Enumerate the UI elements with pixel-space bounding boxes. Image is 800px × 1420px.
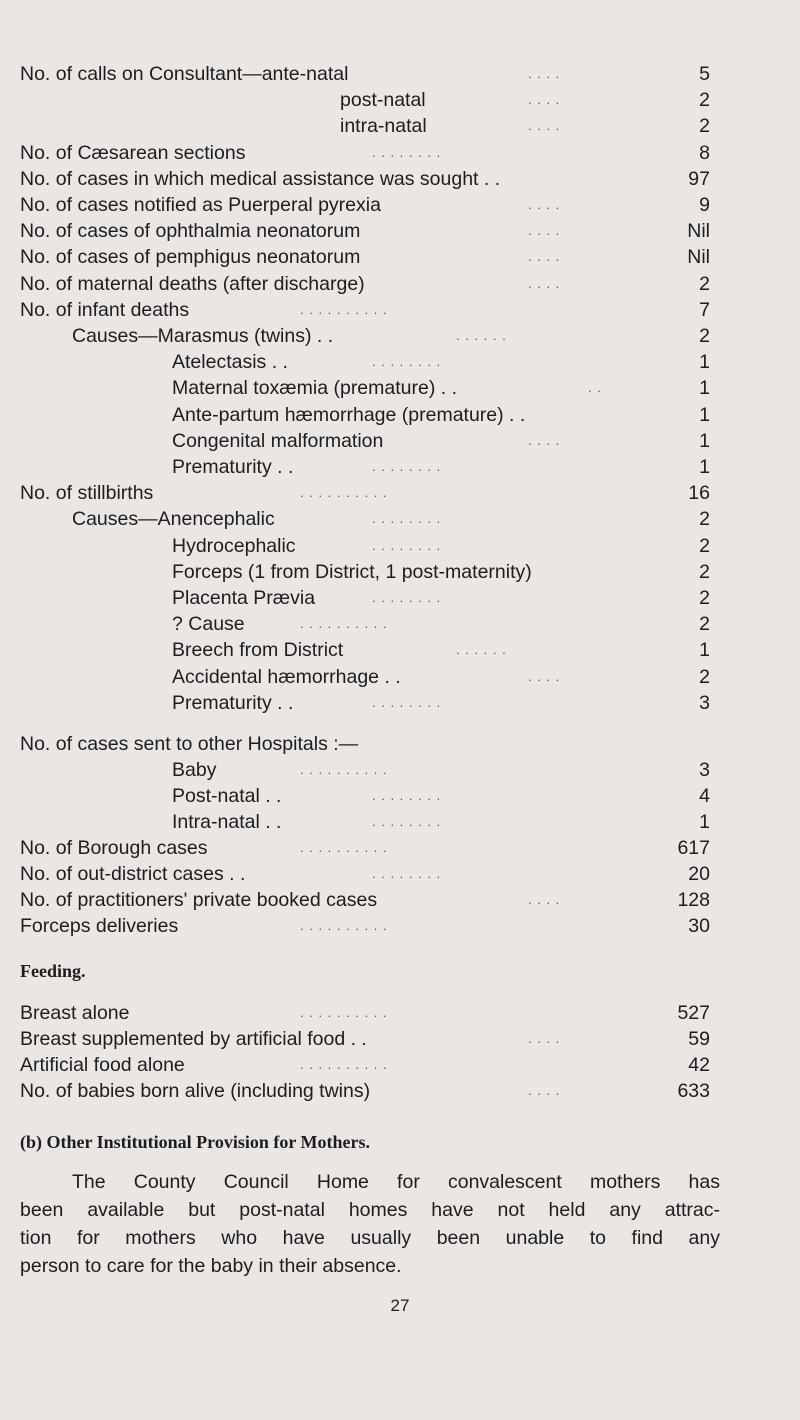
row-label: No. of practitioners' private booked cases <box>20 889 378 911</box>
row-label: No. of stillbirths <box>20 482 154 504</box>
paragraph-line: been available but post-natal homes have not held any attrac- <box>20 1199 720 1221</box>
row-label: No. of cases notified as Puerperal pyrexia <box>20 194 381 216</box>
row-value: Nil <box>687 246 710 268</box>
row-label: Baby <box>172 759 217 781</box>
row-label: Causes—Anencephalic <box>72 508 275 530</box>
row-value: 2 <box>699 666 710 688</box>
leader-dots: . . . . <box>528 66 561 81</box>
row-label: Artificial food alone <box>20 1054 185 1076</box>
row-cause-ante-partum <box>0 403 800 427</box>
row-label: Atelectasis . . <box>172 351 288 373</box>
leader-dots: . . . . . . . . <box>372 866 442 881</box>
row-pemphigus-neonatorum <box>0 245 800 269</box>
row-label: Placenta Prævia <box>172 587 316 609</box>
row-cause-hydrocephalic <box>0 534 800 558</box>
leader-dots: . . . . . . . . . . <box>300 302 388 317</box>
row-stillbirths <box>0 481 800 505</box>
row-value: 527 <box>677 1002 710 1024</box>
row-value: Nil <box>687 220 710 242</box>
row-medical-assistance <box>0 167 800 191</box>
row-label: post-natal <box>340 89 426 111</box>
row-value: 617 <box>677 837 710 859</box>
paragraph-line: person to care for the baby in their absence. <box>20 1255 402 1277</box>
row-value: 2 <box>699 115 710 137</box>
row-value: 128 <box>677 889 710 911</box>
leader-dots: . . . . <box>528 197 561 212</box>
feeding-heading: Feeding. <box>20 961 86 981</box>
leader-dots: . . . . . . <box>456 642 507 657</box>
row-label: No. of cases of ophthalmia neonatorum <box>20 220 361 242</box>
row-infant-deaths <box>0 298 800 322</box>
row-label: Forceps deliveries <box>20 915 179 937</box>
page-number: 27 <box>390 1296 410 1315</box>
row-value: 633 <box>677 1080 710 1102</box>
row-value: 9 <box>699 194 710 216</box>
row-label: No. of cases in which medical assistance was sought . . <box>20 168 501 190</box>
row-value: 4 <box>699 785 710 807</box>
row-calls-ante-natal <box>0 62 800 86</box>
row-cause-marasmus <box>0 324 800 348</box>
leader-dots: . . . . . . . . . . <box>300 1057 388 1072</box>
row-cause-forceps <box>0 560 800 584</box>
row-puerperal-pyrexia <box>0 193 800 217</box>
leader-dots: . . . . . . . . <box>372 459 442 474</box>
row-value: 3 <box>699 759 710 781</box>
row-label: Congenital malformation <box>172 430 384 452</box>
row-value: 97 <box>688 168 710 190</box>
leader-dots: . . . . . . . . <box>372 590 442 605</box>
row-value: 1 <box>699 811 710 833</box>
row-label: No. of calls on Consultant—ante-natal <box>20 63 349 85</box>
row-label: Accidental hæmorrhage . . <box>172 666 401 688</box>
row-value: 42 <box>688 1054 710 1076</box>
row-ophthalmia-neonatorum <box>0 219 800 243</box>
leader-dots: . . . . . . . . <box>372 538 442 553</box>
row-label: No. of infant deaths <box>20 299 190 321</box>
leader-dots: . . . . <box>528 249 561 264</box>
row-value: 30 <box>688 915 710 937</box>
row-label: No. of Cæsarean sections <box>20 142 246 164</box>
row-label: No. of babies born alive (including twins) <box>20 1080 371 1102</box>
row-label: Maternal toxæmia (premature) . . <box>172 377 458 399</box>
row-label: Forceps (1 from District, 1 post-maternity) <box>172 561 532 583</box>
row-label: Ante-partum hæmorrhage (premature) . . <box>172 404 526 426</box>
row-label: Post-natal . . <box>172 785 282 807</box>
row-caesarean-sections <box>0 141 800 165</box>
row-label: No. of cases sent to other Hospitals :— <box>20 733 359 755</box>
row-label: No. of out-district cases . . <box>20 863 246 885</box>
row-out-district-cases <box>0 862 800 886</box>
leader-dots: . . . . . . . . . . <box>300 840 388 855</box>
leader-dots: . . . . <box>528 892 561 907</box>
row-value: 1 <box>699 351 710 373</box>
row-value: 2 <box>699 535 710 557</box>
leader-dots: . . . . <box>528 118 561 133</box>
row-cause-breech <box>0 638 800 662</box>
row-value: 1 <box>699 456 710 478</box>
row-value: 1 <box>699 639 710 661</box>
row-label: Causes—Marasmus (twins) . . <box>72 325 334 347</box>
leader-dots: . . . . . . . . . . <box>300 616 388 631</box>
row-value: 3 <box>699 692 710 714</box>
row-label: Breast supplemented by artificial food . . <box>20 1028 367 1050</box>
row-value: 1 <box>699 404 710 426</box>
row-breast-supplemented <box>0 1027 800 1051</box>
leader-dots: . . . . <box>528 92 561 107</box>
row-value: 2 <box>699 561 710 583</box>
leader-dots: . . . . . . . . <box>372 695 442 710</box>
row-label: Intra-natal . . <box>172 811 282 833</box>
row-label: Hydrocephalic <box>172 535 296 557</box>
row-label: Breech from District <box>172 639 344 661</box>
row-cause-anencephalic <box>0 507 800 531</box>
row-value: 7 <box>699 299 710 321</box>
row-cause-prematurity <box>0 455 800 479</box>
row-value: 16 <box>688 482 710 504</box>
row-hospital-baby <box>0 758 800 782</box>
row-value: 59 <box>688 1028 710 1050</box>
leader-dots: . . . . . . <box>456 328 507 343</box>
row-label: intra-natal <box>340 115 427 137</box>
leader-dots: . . . . . . . . . . <box>300 762 388 777</box>
row-label: Prematurity . . <box>172 692 294 714</box>
row-sent-other-hospitals <box>0 732 800 756</box>
paragraph-line: tion for mothers who have usually been unable to find any <box>20 1227 720 1249</box>
leader-dots: . . . . <box>528 1083 561 1098</box>
leader-dots: . . . . . . . . <box>372 511 442 526</box>
row-hospital-intra-natal <box>0 810 800 834</box>
leader-dots: . . . . . . . . <box>372 814 442 829</box>
row-value: 8 <box>699 142 710 164</box>
leader-dots: . . . . . . . . <box>372 145 442 160</box>
row-cause-congenital <box>0 429 800 453</box>
leader-dots: . . . . . . . . <box>372 788 442 803</box>
leader-dots: . . . . <box>528 669 561 684</box>
row-label: Breast alone <box>20 1002 130 1024</box>
row-label: ? Cause <box>172 613 245 635</box>
leader-dots: . . <box>588 380 602 395</box>
leader-dots: . . . . . . . . . . <box>300 485 388 500</box>
row-value: 5 <box>699 63 710 85</box>
row-babies-born-alive <box>0 1079 800 1103</box>
row-value: 2 <box>699 89 710 111</box>
row-artificial-food-alone <box>0 1053 800 1077</box>
row-value: 1 <box>699 430 710 452</box>
row-value: 2 <box>699 587 710 609</box>
row-label: Prematurity . . <box>172 456 294 478</box>
paragraph-line: The County Council Home for convalescent mothers has <box>72 1171 720 1193</box>
leader-dots: . . . . . . . . . . <box>300 1005 388 1020</box>
row-cause-unknown <box>0 612 800 636</box>
leader-dots: . . . . . . . . <box>372 354 442 369</box>
row-private-booked-cases <box>0 888 800 912</box>
row-value: 2 <box>699 325 710 347</box>
row-label: No. of Borough cases <box>20 837 208 859</box>
row-value: 2 <box>699 273 710 295</box>
row-maternal-deaths <box>0 272 800 296</box>
row-value: 2 <box>699 613 710 635</box>
row-cause-accidental-haemorrhage <box>0 665 800 689</box>
row-forceps-deliveries <box>0 914 800 938</box>
row-value: 2 <box>699 508 710 530</box>
section-b-heading: (b) Other Institutional Provision for Mothers. <box>20 1132 370 1152</box>
leader-dots: . . . . . . . . . . <box>300 918 388 933</box>
leader-dots: . . . . <box>528 433 561 448</box>
row-value: 1 <box>699 377 710 399</box>
row-hospital-post-natal <box>0 784 800 808</box>
row-cause-prematurity-stillbirth <box>0 691 800 715</box>
leader-dots: . . . . <box>528 276 561 291</box>
row-label: No. of cases of pemphigus neonatorum <box>20 246 361 268</box>
row-borough-cases <box>0 836 800 860</box>
row-label: No. of maternal deaths (after discharge) <box>20 273 365 295</box>
row-cause-placenta-praevia <box>0 586 800 610</box>
leader-dots: . . . . <box>528 223 561 238</box>
row-breast-alone <box>0 1001 800 1025</box>
row-cause-atelectasis <box>0 350 800 374</box>
section-b-paragraph <box>20 1168 720 1280</box>
row-calls-intra-natal <box>0 114 800 138</box>
row-cause-maternal-toxaemia <box>0 376 800 400</box>
leader-dots: . . . . <box>528 1031 561 1046</box>
row-calls-post-natal <box>0 88 800 112</box>
row-value: 20 <box>688 863 710 885</box>
